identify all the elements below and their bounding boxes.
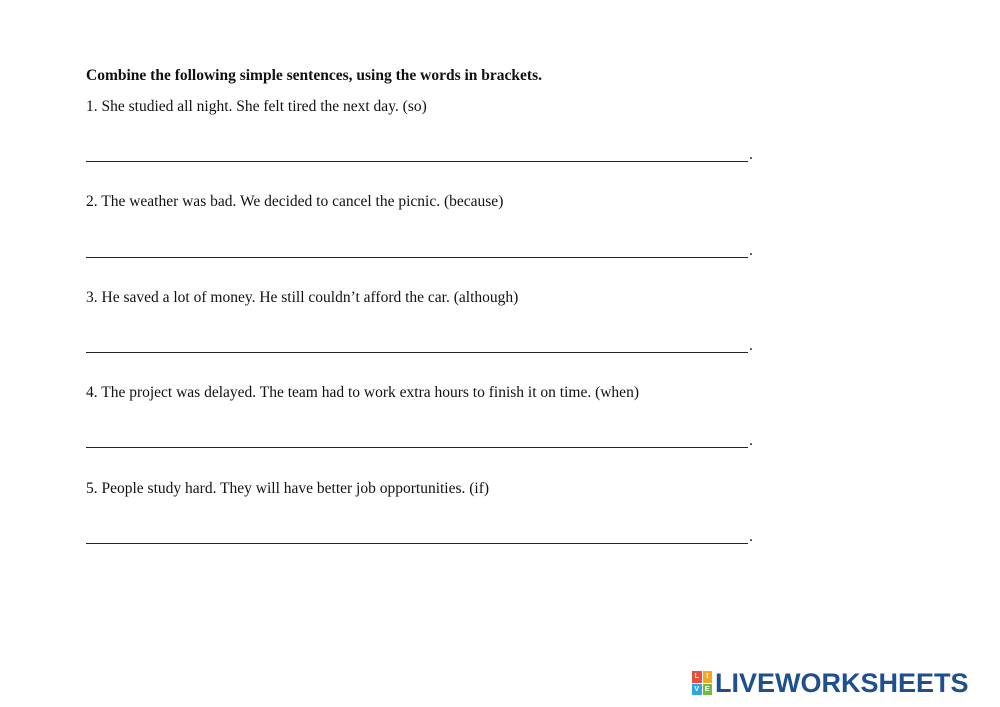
logo-mark-icon [692,671,712,695]
logo-mark-cell: I [703,671,713,683]
answer-end-3: . [749,337,753,354]
logo-mark-cell: E [703,684,713,696]
question-1: 1. She studied all night. She felt tired the next day. (so) [86,98,427,115]
question-2: 2. The weather was bad. We decided to cancel the picnic. (because) [86,193,504,210]
answer-line-3[interactable] [86,352,748,353]
liveworksheets-logo [692,667,969,699]
answer-line-2[interactable] [86,257,748,258]
logo-mark-cell: V [692,684,702,696]
answer-end-1: . [749,146,753,163]
answer-end-4: . [749,432,753,449]
logo-mark-cell: L [692,671,702,683]
instruction-heading: Combine the following simple sentences, using the words in brackets. [86,67,542,84]
answer-end-5: . [749,528,753,545]
answer-line-5[interactable] [86,543,748,544]
logo-text: LIVEWORKSHEETS [715,667,969,698]
answer-line-4[interactable] [86,447,748,448]
answer-end-2: . [749,242,753,259]
question-5: 5. People study hard. They will have better job opportunities. (if) [86,480,490,497]
answer-line-1[interactable] [86,161,748,162]
question-3: 3. He saved a lot of money. He still couldn’t afford the car. (although) [86,289,519,306]
question-4: 4. The project was delayed. The team had to work extra hours to finish it on time. (when) [86,384,639,401]
